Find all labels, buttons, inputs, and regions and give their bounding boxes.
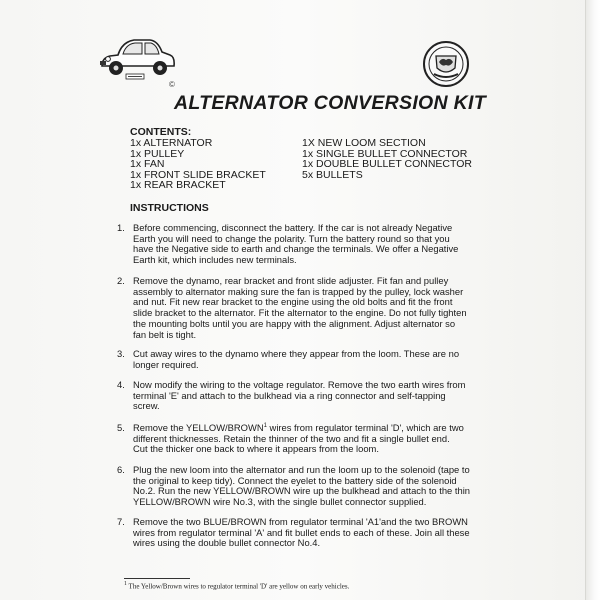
step-line: Earth kit, which includes new terminals. [133,254,297,266]
step-line: Remove the two BLUE/BROWN from regulator terminal 'A1'and the two BROWN [133,516,468,527]
step-line: Earth you will need to change the polarity. Turn the battery round so that you [133,232,450,244]
footnote-reference: 1 [263,422,267,429]
contents-heading: CONTENTS: [130,126,192,138]
list-item: 1x REAR BRACKET [130,179,226,191]
list-item: 1x DOUBLE BULLET CONNECTOR [302,158,472,170]
step-text: wires from regulator terminal 'D', which are two [266,422,464,433]
step-line: terminal 'E' and attach to the bulkhead via a ring connector and self-tapping [133,389,446,401]
footnote-marker: 1 [124,581,127,587]
step-line: Before commencing, disconnect the battery. If the car is not already Negative [133,222,453,233]
step-line: longer required. [133,358,199,370]
step-line: Cut the thicker one back to where it appears from the loom. [133,443,379,455]
page-edge [585,0,600,600]
step-line: the mounting bolts until you are happy with the alignment. Adjust alternator so [133,317,456,329]
footnote-divider [124,578,190,579]
instructions-heading: INSTRUCTIONS [130,202,209,214]
list-item: 1x SINGLE BULLET CONNECTOR [302,147,468,160]
step-line: the original to keep tidy). Connect the eyelet to the battery side of the solenoid [133,474,457,486]
step-line: and nut. Fit new rear bracket to the engine using the old bolts and fit the front [133,296,453,308]
step-text: Remove the YELLOW/BROWN [133,422,264,433]
step-number: 7. [117,516,125,527]
contents-list-right [302,138,472,180]
step-number: 5. [117,422,125,433]
step-line: wires using the double bullet connector No.4. [133,537,321,549]
step-line: screw. [133,400,160,412]
copyright-mark: © [169,80,175,89]
step-line: Now modify the wiring to the voltage regulator. Remove the two earth wires from [133,379,466,390]
step-number: 2. [117,275,125,286]
list-item: 5x BULLETS [302,168,363,181]
step-line: Plug the new loom into the alternator and run the loom up to the solenoid (tape to [133,464,470,475]
footnote-text: The Yellow/Brown wires to regulator terminal 'D' are yellow on early vehicles. [126,582,350,591]
badge-logo-icon [422,40,470,88]
page-title: ALTERNATOR CONVERSION KIT [174,92,486,114]
step-line: assembly to alternator making sure the fan is trapped by the pulley, lock washer [133,285,464,297]
step-number: 1. [117,222,125,233]
list-item: 1X NEW LOOM SECTION [302,137,426,149]
footnote [124,581,349,590]
step-number: 6. [117,464,125,475]
list-item: 1x FRONT SLIDE BRACKET [130,168,266,181]
contents-list-left [130,138,266,191]
step-line: Cut away wires to the dynamo where they appear from the loom. These are no [133,348,460,359]
step-line: YELLOW/BROWN wire No.3, with the single bullet connector supplied. [133,496,427,508]
list-item: 1x PULLEY [130,147,185,160]
step-line: fan belt is tight. [133,328,197,340]
car-logo-icon [96,28,178,84]
list-item: 1x FAN [130,158,165,170]
step-line: different thicknesses. Retain the thinner of the two and fit a single bullet end. [133,432,450,444]
list-item: 1x ALTERNATOR [130,137,213,149]
step-line: Remove the dynamo, rear bracket and front slide adjuster. Fit fan and pulley [133,275,449,286]
step-line: slide bracket to the alternator. Fit the alternator to the engine. Do not fully tighten [133,307,467,319]
step-line: No.2. Run the new YELLOW/BROWN wire up the bulkhead and attach to the thin [133,485,470,497]
step-number: 3. [117,348,125,359]
step-line: have the Negative side to earth and change the terminals. We offer a Negative [133,243,459,255]
step-line: wires from regulator terminal 'A' and fit bullet ends to each of these. Join all these [133,526,470,538]
step-number: 4. [117,379,125,390]
